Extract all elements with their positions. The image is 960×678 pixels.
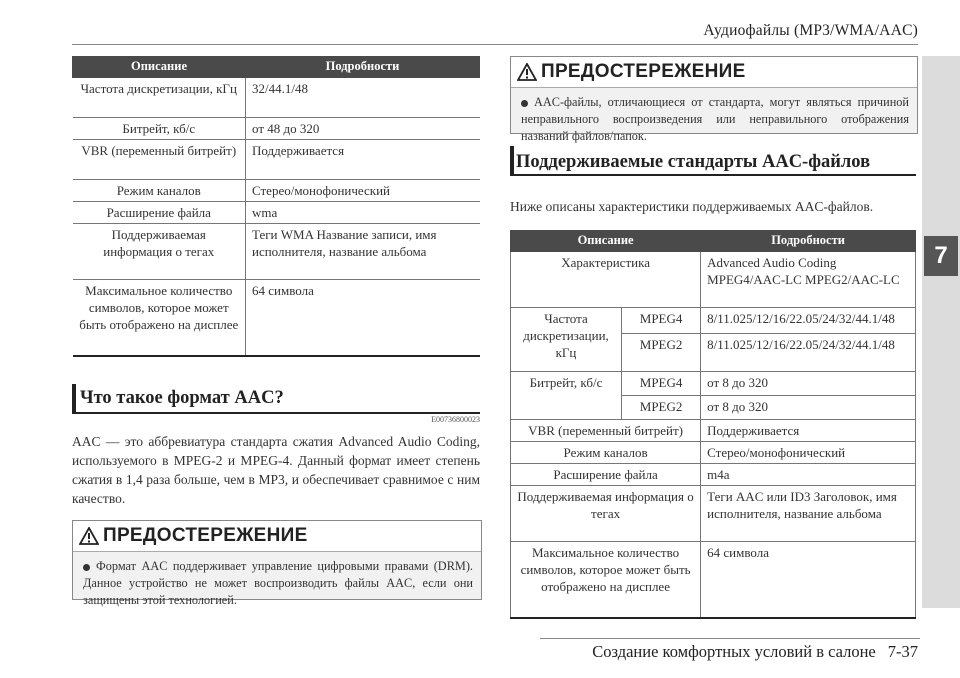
table-row [511,372,916,396]
table-row [511,308,916,334]
warning-title: ПРЕДОСТЕРЕЖЕНИЕ [541,61,746,82]
table-cell-label: Режим каналов [73,180,246,202]
table-row [73,118,480,140]
table-cell-label: Поддерживаемая информация о тегах [511,486,701,542]
table-cell-value: Advanced Audio Coding MPEG4/AAC-LC MPEG2/AAC-LC [701,252,916,308]
table-cell-label: Расширение файла [511,464,701,486]
header-divider [72,44,918,45]
table-cell-value: 8/11.025/12/16/22.05/24/32/44.1/48 [701,334,916,372]
table-row [73,202,480,224]
warning-triangle-icon [517,63,537,81]
table-row [73,224,480,280]
chapter-number-tab: 7 [924,236,958,276]
aac-standards-intro: Ниже описаны характеристики поддерживаемых AAC-файлов. [510,199,874,214]
table-cell-standard: MPEG4 [622,308,701,334]
aac-description-paragraph: AAC — это аббревиатура стандарта сжатия Advanced Audio Coding, используемого в MPEG-2 и MPEG-4. Данный формат имеет степень сжатия в 1,4 раза больше, чем в MP3, и обеспечивает сравнимое с ним качество. [72,434,480,506]
table-cell-value: Поддерживается [701,420,916,442]
wma-table-header-description: Описание [73,57,246,78]
chapter-side-band [922,56,960,608]
section-underline [510,174,916,176]
table-cell-value: от 8 до 320 [701,396,916,420]
warning-title: ПРЕДОСТЕРЕЖЕНИЕ [103,525,308,546]
table-cell-label: Частота дискретизации, кГц [511,308,622,372]
wma-table-header-details: Подробности [246,57,480,78]
table-row [73,280,480,356]
warning-triangle-icon [79,527,99,545]
aac-spec-table [510,230,916,619]
table-row [511,420,916,442]
table-cell-label: Расширение файла [73,202,246,224]
table-row [73,180,480,202]
drm-warning-box [72,520,482,607]
section-underline [72,412,480,414]
table-row [73,78,480,118]
table-cell-label: VBR (переменный битрейт) [511,420,701,442]
warning-text: Формат AAC поддерживает управление цифровыми правами (DRM). Данное устройство не может воспроизводить файлы AAC, если они защищены этой технологией. [83,559,473,607]
warning-header [73,521,481,552]
page-footer [592,642,918,662]
table-cell-value: 64 символа [701,542,916,618]
table-cell-value: wma [246,202,480,224]
warning-body [511,88,917,153]
page-number: 7-37 [887,642,918,661]
section-heading-text: Что такое формат AAC? [80,388,284,408]
table-cell-label: Максимальное количество символов, которое может быть отображено на дисплее [73,280,246,356]
table-cell-standard: MPEG2 [622,396,701,420]
table-cell-value: от 8 до 320 [701,372,916,396]
table-cell-label: Частота дискретизации, кГц [73,78,246,118]
table-cell-standard: MPEG4 [622,372,701,396]
table-cell-standard: MPEG2 [622,334,701,372]
footer-section-title: Создание комфортных условий в салоне [592,642,876,661]
nonstandard-aac-warning-box [510,56,918,143]
table-cell-value: 32/44.1/48 [246,78,480,118]
table-row [511,252,916,308]
section-heading-aac [72,384,484,414]
table-cell-label: Максимальное количество символов, которое может быть отображено на дисплее [511,542,701,618]
table-row [511,464,916,486]
table-cell-value: 8/11.025/12/16/22.05/24/32/44.1/48 [701,308,916,334]
table-row [511,442,916,464]
table-cell-value: Поддерживается [246,140,480,180]
table-cell-label: VBR (переменный битрейт) [73,140,246,180]
warning-header [511,57,917,88]
table-cell-label: Битрейт, кб/с [511,372,622,420]
table-cell-value: от 48 до 320 [246,118,480,140]
table-cell-value: Стерео/монофонический [246,180,480,202]
table-cell-value: 64 символа [246,280,480,356]
footer-divider [540,638,920,639]
table-cell-label: Поддерживаемая информация о тегах [73,224,246,280]
section-heading-aac-standards [510,146,920,176]
table-cell-label: Режим каналов [511,442,701,464]
warning-body [73,552,481,617]
aac-table-header-description: Описание [511,231,701,252]
table-row [511,542,916,618]
table-cell-label: Битрейт, кб/с [73,118,246,140]
section-heading-text: Поддерживаемые стандарты AAC-файлов [516,152,871,172]
page-header-title: Аудиофайлы (MP3/WMA/AAC) [703,22,918,39]
table-cell-value: Стерео/монофонический [701,442,916,464]
warning-text: AAC-файлы, отличающиеся от стандарта, могут являться причиной неправильного воспроизведения или неправильного отображения названий файлов/папок. [521,95,909,143]
bullet-icon [83,564,90,571]
section-reference-code: E00736800023 [431,415,480,424]
table-cell-value: m4a [701,464,916,486]
table-cell-value: Теги AAC или ID3 Заголовок, имя исполнителя, название альбома [701,486,916,542]
table-cell-value: Теги WMA Название записи, имя исполнителя, название альбома [246,224,480,280]
table-row [73,140,480,180]
bullet-icon [521,100,528,107]
table-row [511,486,916,542]
aac-table-header-details: Подробности [701,231,916,252]
table-cell-label: Характеристика [511,252,701,308]
wma-spec-table [72,56,480,357]
